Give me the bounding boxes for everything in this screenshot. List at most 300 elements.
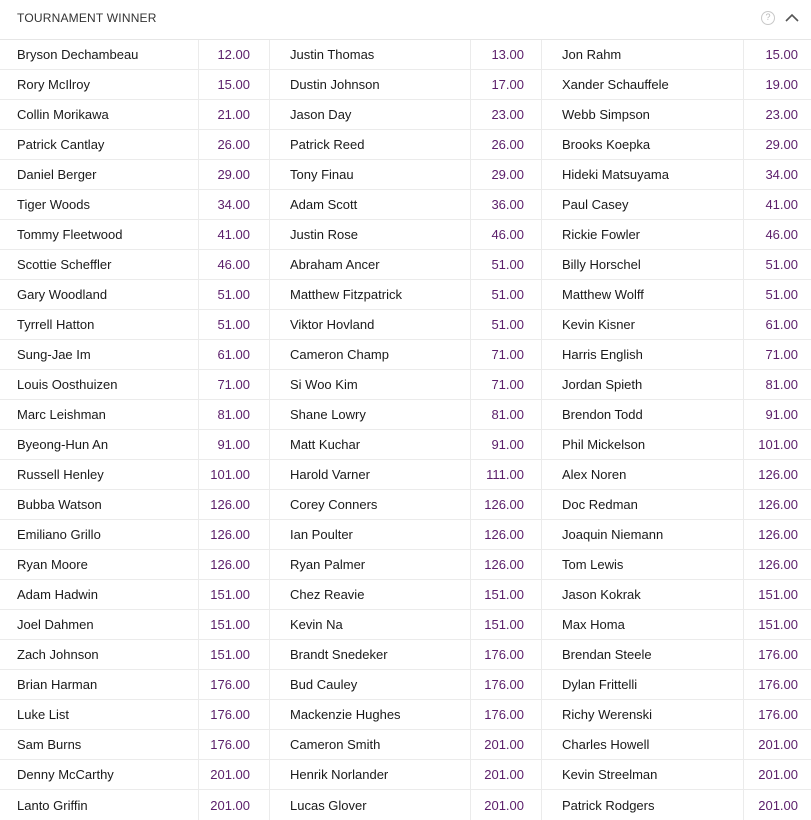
selection-button[interactable] [270,40,542,69]
player-name: Bryson Dechambeau [17,47,139,62]
selection-row [0,190,811,220]
player-name: Jon Rahm [562,47,622,62]
selection-button[interactable] [270,520,542,549]
selection-row [0,220,811,250]
selection-row [0,460,811,490]
odds-value: 201.00 [484,767,524,782]
odds-value: 101.00 [758,437,798,452]
selection-button[interactable] [270,130,542,159]
player-name: Max Homa [562,617,625,632]
odds-value: 21.00 [217,107,250,122]
odds-value: 126.00 [210,527,250,542]
selection-button[interactable] [542,730,811,759]
player-name: Jordan Spieth [562,377,643,392]
odds-box[interactable] [743,400,811,429]
odds-value: 126.00 [210,557,250,572]
odds-box[interactable] [470,340,542,369]
selection-button[interactable] [270,640,542,669]
player-name: Harris English [562,347,643,362]
odds-box[interactable] [743,130,811,159]
selection-button[interactable] [542,400,811,429]
selection-button[interactable] [542,280,811,309]
selection-button[interactable] [270,370,542,399]
selection-button[interactable] [0,550,270,579]
odds-box[interactable] [743,520,811,549]
selection-name-box [270,220,470,249]
odds-box[interactable] [470,730,542,759]
odds-value: 126.00 [758,527,798,542]
selection-button[interactable] [0,70,270,99]
selection-name-box [0,310,198,339]
selection-button[interactable] [0,460,270,489]
odds-box[interactable] [470,700,542,729]
odds-value: 176.00 [484,647,524,662]
selection-button[interactable] [270,250,542,279]
selection-button[interactable] [0,520,270,549]
odds-value: 151.00 [210,587,250,602]
odds-value: 19.00 [765,77,798,92]
player-name: Cameron Smith [290,737,381,752]
odds-value: 26.00 [217,137,250,152]
odds-box[interactable] [743,700,811,729]
player-name: Richy Werenski [562,707,653,722]
odds-box[interactable] [198,190,270,219]
selection-name-box [270,700,470,729]
odds-value: 201.00 [484,737,524,752]
selection-button[interactable] [270,340,542,369]
player-name: Tony Finau [290,167,354,182]
selection-button[interactable] [0,40,270,69]
odds-value: 126.00 [484,497,524,512]
odds-box[interactable] [743,640,811,669]
odds-box[interactable] [470,100,542,129]
odds-box[interactable] [743,730,811,759]
odds-box[interactable] [198,640,270,669]
player-name: Ryan Palmer [290,557,366,572]
player-name: Luke List [17,707,70,722]
player-name: Rickie Fowler [562,227,641,242]
market-title: TOURNAMENT WINNER [17,10,157,25]
selection-button[interactable] [270,430,542,459]
selection-button[interactable] [270,670,542,699]
player-name: Joel Dahmen [17,617,94,632]
player-name: Matthew Wolff [562,287,644,302]
odds-box[interactable] [743,550,811,579]
odds-box[interactable] [198,790,270,820]
selection-name-box [0,70,198,99]
selection-button[interactable] [542,160,811,189]
player-name: Viktor Hovland [290,317,375,332]
selection-button[interactable] [270,190,542,219]
selection-button[interactable] [542,100,811,129]
odds-box[interactable] [743,430,811,459]
selection-button[interactable] [0,610,270,639]
selection-button[interactable] [542,70,811,99]
selections-grid [0,40,811,820]
selection-button[interactable] [270,550,542,579]
player-name: Patrick Reed [290,137,365,152]
odds-box[interactable] [198,280,270,309]
odds-value: 151.00 [758,587,798,602]
odds-value: 176.00 [758,677,798,692]
selection-button[interactable] [0,370,270,399]
odds-value: 111.00 [486,467,524,482]
odds-box[interactable] [743,250,811,279]
selection-name-box [0,370,198,399]
odds-value: 151.00 [210,647,250,662]
selection-button[interactable] [270,490,542,519]
odds-value: 41.00 [765,197,798,212]
odds-value: 126.00 [484,527,524,542]
odds-box[interactable] [743,220,811,249]
odds-box[interactable] [470,220,542,249]
selection-name-box [542,370,743,399]
player-name: Kevin Streelman [562,767,658,782]
odds-box[interactable] [470,550,542,579]
selection-button[interactable] [270,790,542,820]
odds-value: 176.00 [210,707,250,722]
selection-name-box [270,190,470,219]
player-name: Marc Leishman [17,407,106,422]
selection-button[interactable] [542,700,811,729]
odds-box[interactable] [743,460,811,489]
selection-button[interactable] [270,400,542,429]
odds-box[interactable] [198,760,270,789]
selection-button[interactable] [270,760,542,789]
odds-box[interactable] [470,160,542,189]
selection-button[interactable] [542,670,811,699]
odds-box[interactable] [470,280,542,309]
selection-row [0,790,811,820]
odds-box[interactable] [743,100,811,129]
odds-box[interactable] [198,490,270,519]
selection-button[interactable] [270,310,542,339]
odds-value: 15.00 [217,77,250,92]
odds-box[interactable] [743,340,811,369]
player-name: Zach Johnson [17,647,99,662]
selection-button[interactable] [542,520,811,549]
player-name: Brendon Todd [562,407,643,422]
selection-button[interactable] [0,160,270,189]
selection-row [0,730,811,760]
selection-name-box [270,310,470,339]
odds-box[interactable] [470,400,542,429]
odds-box[interactable] [470,190,542,219]
odds-value: 81.00 [491,407,524,422]
selection-button[interactable] [0,280,270,309]
selection-button[interactable] [0,400,270,429]
odds-box[interactable] [198,730,270,759]
selection-name-box [542,40,743,69]
player-name: Sung-Jae Im [17,347,91,362]
selection-name-box [0,670,198,699]
player-name: Emiliano Grillo [17,527,101,542]
selection-button[interactable] [0,490,270,519]
selection-button[interactable] [542,610,811,639]
odds-value: 176.00 [484,677,524,692]
odds-box[interactable] [470,40,542,69]
selection-name-box [542,610,743,639]
odds-value: 29.00 [765,137,798,152]
selection-name-box [542,670,743,699]
selection-button[interactable] [270,70,542,99]
odds-box[interactable] [470,490,542,519]
selection-name-box [270,610,470,639]
selection-name-box [0,730,198,759]
selection-button[interactable] [542,760,811,789]
selection-name-box [542,640,743,669]
odds-value: 91.00 [491,437,524,452]
odds-box[interactable] [470,790,542,820]
market-header[interactable] [0,0,811,40]
player-name: Henrik Norlander [290,767,389,782]
selection-button[interactable] [542,340,811,369]
chevron-up-icon[interactable] [785,13,799,23]
player-name: Corey Conners [290,497,378,512]
odds-box[interactable] [470,580,542,609]
odds-box[interactable] [470,760,542,789]
player-name: Daniel Berger [17,167,97,182]
odds-box[interactable] [198,400,270,429]
odds-value: 126.00 [484,557,524,572]
selection-button[interactable] [0,700,270,729]
selection-name-box [0,280,198,309]
odds-box[interactable] [743,370,811,399]
selection-name-box [0,760,198,789]
player-name: Alex Noren [562,467,627,482]
selection-button[interactable] [542,220,811,249]
odds-box[interactable] [743,610,811,639]
odds-box[interactable] [470,250,542,279]
selection-button[interactable] [0,430,270,459]
selection-button[interactable] [0,670,270,699]
odds-value: 23.00 [765,107,798,122]
odds-value: 201.00 [758,797,798,813]
odds-box[interactable] [198,40,270,69]
selection-name-box [0,460,198,489]
selection-name-box [542,760,743,789]
odds-box[interactable] [743,670,811,699]
selection-name-box [270,70,470,99]
selection-row [0,490,811,520]
selection-button[interactable] [0,580,270,609]
selection-name-box [542,310,743,339]
player-name: Sam Burns [17,737,82,752]
selection-button[interactable] [270,220,542,249]
odds-box[interactable] [198,340,270,369]
odds-box[interactable] [198,520,270,549]
selection-button[interactable] [270,100,542,129]
odds-box[interactable] [470,370,542,399]
odds-box[interactable] [743,280,811,309]
player-name: Hideki Matsuyama [562,167,669,182]
odds-value: 91.00 [217,437,250,452]
odds-box[interactable] [198,130,270,159]
selection-name-box [542,700,743,729]
odds-box[interactable] [470,670,542,699]
odds-box[interactable] [743,40,811,69]
player-name: Harold Varner [290,467,370,482]
odds-box[interactable] [198,370,270,399]
odds-box[interactable] [198,310,270,339]
selection-button[interactable] [270,700,542,729]
player-name: Jason Kokrak [562,587,641,602]
selection-row [0,580,811,610]
player-name: Paul Casey [562,197,629,212]
selection-button[interactable] [542,430,811,459]
selection-button[interactable] [542,250,811,279]
odds-box[interactable] [198,70,270,99]
odds-value: 176.00 [210,677,250,692]
odds-box[interactable] [198,100,270,129]
selection-button[interactable] [542,190,811,219]
selection-button[interactable] [270,280,542,309]
odds-box[interactable] [198,220,270,249]
player-name: Kevin Kisner [562,317,635,332]
selection-button[interactable] [542,490,811,519]
odds-box[interactable] [198,550,270,579]
player-name: Gary Woodland [17,287,108,302]
selection-name-box [270,40,470,69]
selection-button[interactable] [270,160,542,189]
odds-box[interactable] [743,310,811,339]
selection-row [0,670,811,700]
selection-button[interactable] [270,730,542,759]
odds-box[interactable] [470,460,542,489]
odds-value: 176.00 [210,737,250,752]
player-name: Brandt Snedeker [290,647,388,662]
selection-button[interactable] [542,640,811,669]
selection-button[interactable] [542,550,811,579]
selection-button[interactable] [0,250,270,279]
odds-box[interactable] [470,520,542,549]
odds-box[interactable] [470,430,542,459]
odds-box[interactable] [743,490,811,519]
odds-box[interactable] [198,670,270,699]
help-circle-icon[interactable]: ? [761,11,775,25]
player-name: Mackenzie Hughes [290,707,401,722]
selection-button[interactable] [542,40,811,69]
selection-name-box [270,340,470,369]
selection-button[interactable] [542,310,811,339]
selection-button[interactable] [270,460,542,489]
odds-value: 71.00 [217,377,250,392]
selection-name-box [0,550,198,579]
odds-box[interactable] [198,430,270,459]
player-name: Russell Henley [17,467,104,482]
player-name: Patrick Rodgers [562,797,655,813]
odds-box[interactable] [198,610,270,639]
selection-button[interactable] [0,790,270,820]
odds-box[interactable] [470,70,542,99]
odds-box[interactable] [470,640,542,669]
player-name: Doc Redman [562,497,638,512]
selection-name-box [542,220,743,249]
selection-button[interactable] [0,640,270,669]
selection-button[interactable] [0,130,270,159]
selection-row [0,370,811,400]
selection-row [0,550,811,580]
player-name: Webb Simpson [562,107,650,122]
odds-box[interactable] [198,160,270,189]
player-name: Brian Harman [17,677,98,692]
selection-button[interactable] [542,370,811,399]
odds-value: 46.00 [217,257,250,272]
selection-button[interactable] [0,100,270,129]
selection-name-box [542,460,743,489]
selection-name-box [270,430,470,459]
selection-name-box [542,550,743,579]
odds-value: 126.00 [758,557,798,572]
selection-name-box [270,160,470,189]
selection-name-box [542,250,743,279]
selection-name-box [270,280,470,309]
odds-box[interactable] [743,580,811,609]
selection-name-box [270,580,470,609]
player-name: Dylan Frittelli [562,677,638,692]
odds-box[interactable] [198,460,270,489]
odds-value: 51.00 [765,287,798,302]
odds-value: 46.00 [765,227,798,242]
odds-value: 126.00 [758,467,798,482]
selection-button[interactable] [542,460,811,489]
odds-box[interactable] [470,610,542,639]
odds-box[interactable] [743,760,811,789]
selection-name-box [542,580,743,609]
selection-name-box [0,430,198,459]
odds-value: 51.00 [491,317,524,332]
player-name: Kevin Na [290,617,343,632]
selection-name-box [270,490,470,519]
selection-row [0,760,811,790]
odds-box[interactable] [743,790,811,820]
selection-button[interactable] [270,610,542,639]
selection-button[interactable] [270,580,542,609]
player-name: Phil Mickelson [562,437,646,452]
selection-button[interactable] [542,130,811,159]
selection-button[interactable] [0,310,270,339]
player-name: Scottie Scheffler [17,257,112,272]
selection-button[interactable] [0,220,270,249]
selection-name-box [0,340,198,369]
selection-button[interactable] [542,790,811,820]
selection-button[interactable] [0,730,270,759]
odds-box[interactable] [743,190,811,219]
odds-value: 201.00 [484,797,524,813]
odds-box[interactable] [743,160,811,189]
odds-box[interactable] [198,700,270,729]
selection-button[interactable] [542,580,811,609]
odds-box[interactable] [198,580,270,609]
odds-box[interactable] [743,70,811,99]
odds-value: 81.00 [765,377,798,392]
selection-row [0,640,811,670]
player-name: Justin Rose [290,227,358,242]
selection-button[interactable] [0,340,270,369]
selection-name-box [542,340,743,369]
odds-box[interactable] [470,310,542,339]
selection-button[interactable] [0,760,270,789]
selection-name-box [0,250,198,279]
player-name: Dustin Johnson [290,77,380,92]
odds-value: 71.00 [491,377,524,392]
odds-box[interactable] [470,130,542,159]
odds-value: 126.00 [758,497,798,512]
selection-name-box [270,730,470,759]
odds-box[interactable] [198,250,270,279]
selection-button[interactable] [0,190,270,219]
player-name: Tom Lewis [562,557,624,572]
